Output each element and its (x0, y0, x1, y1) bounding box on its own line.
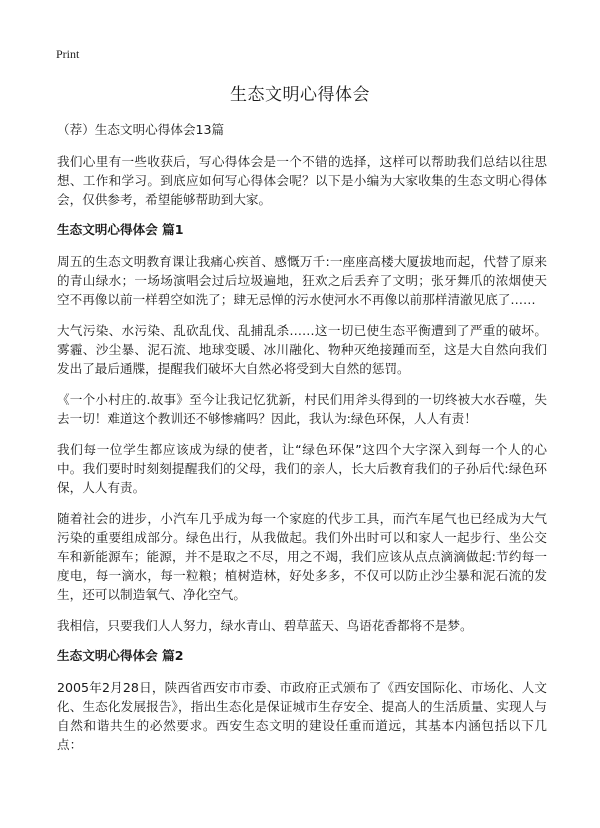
section-1-paragraph: 《一个小村庄的.故事》至今让我记忆犹新，村民们用斧头得到的一切终被大水吞噬，失去一切！难道这个教训还不够惨痛吗？因此，我认为:绿色环保，人人有责！ (57, 392, 547, 426)
section-2-heading: 生态文明心得体会 篇2 (57, 648, 184, 663)
section-2-paragraph: 2005年2月28日，陕西省西安市市委、市政府正式颁布了《西安国际化、市场化、人文化、生态化发展报告》，指出生态化是保证城市生存安全、提高人的生活质量、实现人与自然和谐共生的必然要求。西安生态文明的建设任重而道远，其基本内涵包括以下几点： (57, 680, 547, 752)
section-1-heading: 生态文明心得体会 篇1 (57, 222, 184, 237)
intro-paragraph: 我们心里有一些收获后，写心得体会是一个不错的选择，这样可以帮助我们总结以往思想、工作和学习。到底应如何写心得体会呢？以下是小编为大家收集的生态文明心得体会，仅供参考，希望能够帮助到大家。 (57, 154, 547, 207)
page-title: 生态文明心得体会 (230, 85, 370, 105)
article-body (57, 121, 547, 766)
section-1-paragraph: 我们每一位学生都应该成为绿的使者，让“绿色环保”这四个大字深入到每一个人的心中。我们要时时刻刻提醒我们的父母，我们的亲人，长大后教育我们的子孙后代:绿色环保，人人有责。 (57, 442, 547, 495)
print-link[interactable]: Print (56, 47, 80, 61)
section-1-paragraph: 我相信，只要我们人人努力，绿水青山、碧草蓝天、鸟语花香都将不是梦。 (57, 618, 473, 633)
section-1-paragraph: 随着社会的进步，小汽车几乎成为每一个家庭的代步工具，而汽车尾气也已经成为大气污染的重要组成部分。绿色出行，从我做起。我们外出时可以和家人一起步行、坐公交车和新能源车；能源，并不是取之不尽，用之不竭，我们应该从点点滴滴做起:节约每一度电，每一滴水，每一粒粮；植树造林，好处多多，不仅可以防止沙尘暴和泥石流的发生，还可以制造氧气、净化空气。 (57, 511, 547, 602)
section-1-paragraph: 大气污染、水污染、乱砍乱伐、乱捕乱杀……这一切已使生态平衡遭到了严重的破坏。雾霾、沙尘暴、泥石流、地球变暖、冰川融化、物种灭绝接踵而至，这是大自然向我们发出了最后通牒，提醒我们破坏大自然必将受到大自然的惩罚。 (57, 323, 547, 376)
article-subtitle: （荐）生态文明心得体会13篇 (57, 122, 225, 137)
section-1-paragraph: 周五的生态文明教育课让我痛心疾首、感慨万千:一座座高楼大厦拔地而起，代替了原来的青山绿水；一场场演唱会过后垃圾遍地，狂欢之后丢弃了文明；张牙舞爪的浓烟使天空不再像以前一样碧空如洗了；肆无忌惮的污水使河水不再像以前那样清澈见底了…… (57, 254, 547, 307)
